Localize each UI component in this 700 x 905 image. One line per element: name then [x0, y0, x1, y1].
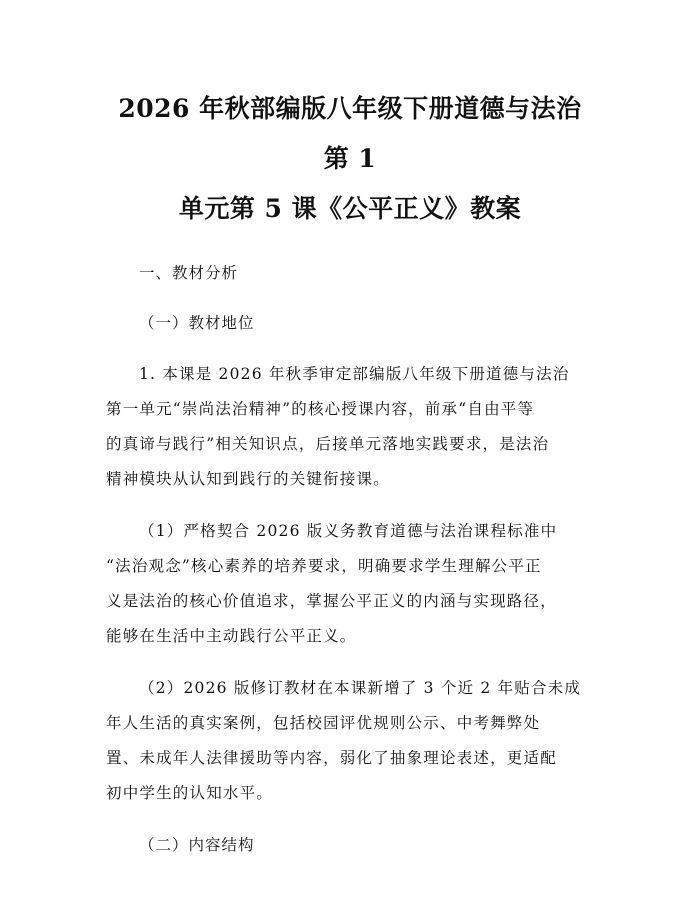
paragraph-line: 初中学生的认知水平。 — [106, 784, 274, 802]
paragraph-line: 年人生活的真实案例，包括校园评优规则公示、中考舞弊处 — [106, 714, 541, 732]
title-line: 2026 年秋部编版八年级下册道德与法治第 1 — [118, 94, 582, 173]
paragraph-1 — [106, 357, 594, 497]
paragraph-line: 第一单元“崇尚法治精神”的核心授课内容，前承“自由平等 — [106, 400, 535, 418]
paragraph-line: （1）严格契合 2026 版义务教育道德与法治课程标准中 — [139, 522, 558, 540]
paragraph-line: 能够在生活中主动践行公平正义。 — [106, 627, 357, 645]
paragraph-3 — [106, 671, 594, 811]
paragraph-line: “法治观念”核心素养的培养要求，明确要求学生理解公平正 — [106, 557, 542, 575]
paragraph-line: 置、未成年人法律援助等内容，弱化了抽象理论表述，更适配 — [106, 749, 557, 767]
paragraph-line: 义是法治的核心价值追求，掌握公平正义的内涵与实现路径， — [106, 592, 557, 610]
document-title — [106, 84, 594, 234]
paragraph-line: 精神模块从认知到践行的关键衔接课。 — [106, 470, 390, 488]
section-heading-textbook-analysis: 一、教材分析 — [139, 264, 239, 282]
subheading-content-structure: （二）内容结构 — [139, 836, 255, 854]
subheading-textbook-position: （一）教材地位 — [139, 314, 255, 332]
paragraph-line: （2）2026 版修订教材在本课新增了 3 个近 2 年贴合未成 — [139, 679, 582, 697]
title-line: 单元第 5 课《公平正义》教案 — [178, 194, 522, 223]
paragraph-line: 的真谛与践行”相关知识点，后接单元落地实践要求，是法治 — [106, 435, 550, 453]
paragraph-2 — [106, 514, 594, 654]
paragraph-line: 1. 本课是 2026 年秋季审定部编版八年级下册道德与法治 — [139, 365, 570, 383]
